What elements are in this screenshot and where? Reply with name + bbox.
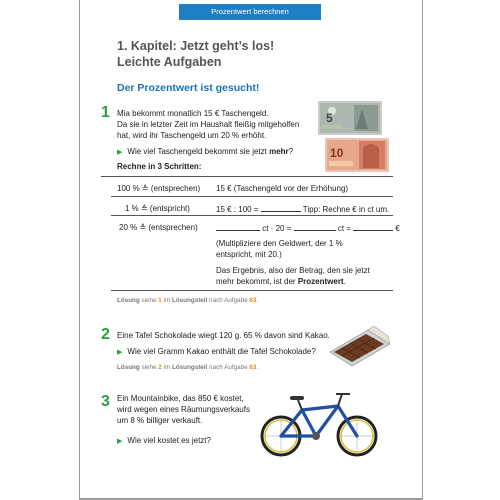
solution-ref-2 xyxy=(117,364,258,371)
sol-task: 63 xyxy=(249,364,257,371)
task1-question-end: ? xyxy=(288,147,294,156)
row3-text-c: € xyxy=(395,224,400,233)
table-rule-mid1 xyxy=(111,196,393,197)
row2-tip: Tipp: Rechne € in ct um. xyxy=(302,205,390,214)
answer-blank[interactable] xyxy=(216,222,260,231)
sol-end: . xyxy=(256,297,259,304)
task1-text-line: hat, wird ihr Taschengeld um 20 % erhöht. xyxy=(117,131,267,140)
row1-left: 100 % ≙ (entsprechen) xyxy=(117,184,201,193)
note2-line xyxy=(216,276,400,287)
table-rule-mid2 xyxy=(111,215,393,216)
task2-question xyxy=(117,346,316,358)
answer-blank[interactable] xyxy=(353,222,393,231)
header-tab: Prozentwert berechnen xyxy=(179,4,321,20)
chocolate-bar-image xyxy=(328,322,392,368)
task3-text-line: wird wegen eines Räumungsverkaufs xyxy=(117,405,250,414)
sol-num: 1 xyxy=(158,297,162,304)
table-rule-top xyxy=(101,176,393,177)
row3-left: 20 % ≙ (entsprechen) xyxy=(119,223,198,232)
sol-text: nach Aufgabe xyxy=(207,297,250,304)
sol-end: . xyxy=(256,364,259,371)
triangle-bullet-icon: ▶ xyxy=(117,149,123,156)
row3-right xyxy=(216,222,400,234)
task1-text xyxy=(117,108,317,141)
task3-text xyxy=(117,393,267,426)
five-euro-bill-image xyxy=(318,101,382,135)
task1-question xyxy=(117,146,293,158)
task-number-2: 2 xyxy=(101,326,110,343)
triangle-bullet-icon: ▶ xyxy=(117,349,123,356)
table-rule-bottom xyxy=(111,290,393,291)
row2-right xyxy=(216,203,389,215)
task2-question-text: Wie viel Gramm Kakao enthält die Tafel Schokolade? xyxy=(127,347,316,356)
task-number-1: 1 xyxy=(101,104,110,121)
note1-line: entspricht, mit 20.) xyxy=(216,250,282,259)
row1-right: 15 € (Taschengeld vor der Erhöhung) xyxy=(216,184,349,193)
bill-5-value: 5 xyxy=(326,111,333,125)
note2-line: Das Ergebnis, also der Betrag, den sie jetzt xyxy=(216,266,370,275)
task1-question-text: Wie viel Taschengeld bekommt sie jetzt xyxy=(127,147,270,156)
chapter-title-line1: 1. Kapitel: Jetzt geht’s los! xyxy=(117,39,275,53)
note2-end: . xyxy=(343,277,346,286)
sol-text: im xyxy=(161,297,172,304)
sol-text: siehe xyxy=(139,364,159,371)
sol-text: siehe xyxy=(139,297,159,304)
task2-text: Eine Tafel Schokolade wiegt 120 g. 65 % davon sind Kakao. xyxy=(117,331,330,340)
answer-blank[interactable] xyxy=(261,203,301,212)
section-title: Der Prozentwert ist gesucht! xyxy=(117,82,260,94)
note2-text: mehr bekommt, ist der xyxy=(216,277,298,286)
sol-task: 63 xyxy=(249,297,257,304)
row2-right-text: 15 € : 100 = xyxy=(216,205,259,214)
sol-part: Lösungsteil xyxy=(171,364,208,371)
sol-label: Lösung xyxy=(117,297,140,304)
note1 xyxy=(216,238,396,260)
task1-text-line: Da sie in letzter Zeit im Haushalt fleißig mitgeholfen xyxy=(117,120,300,129)
task3-text-line: Ein Mountainbike, das 850 € kostet, xyxy=(117,394,244,403)
sol-text: nach Aufgabe xyxy=(207,364,250,371)
chapter-title xyxy=(117,38,274,70)
row3-text-a: ct · 20 = xyxy=(262,224,292,233)
task1-question-bold: mehr xyxy=(269,147,289,156)
row3-text-b: ct = xyxy=(337,224,351,233)
sol-text: im xyxy=(161,364,172,371)
note2-bold: Prozentwert xyxy=(297,277,344,286)
sol-label: Lösung xyxy=(117,364,140,371)
row2-left: 1 % ≙ (entspricht) xyxy=(125,204,190,213)
task3-question-text: Wie viel kostet es jetzt? xyxy=(127,436,211,445)
chapter-title-line2: Leichte Aufgaben xyxy=(117,55,222,69)
ten-euro-bill-image xyxy=(325,138,389,172)
note1-line: (Multipliziere den Geldwert, der 1 % xyxy=(216,239,343,248)
mountainbike-image xyxy=(258,388,380,458)
calc-heading: Rechne in 3 Schritten: xyxy=(117,162,202,171)
task-number-3: 3 xyxy=(101,393,110,410)
sol-part: Lösungsteil xyxy=(171,297,208,304)
sol-num: 2 xyxy=(158,364,162,371)
task1-text-line: Mia bekommt monatlich 15 € Taschengeld. xyxy=(117,109,269,118)
task3-text-line: um 8 % billiger verkauft. xyxy=(117,416,203,425)
answer-blank[interactable] xyxy=(294,222,336,231)
bill-10-value: 10 xyxy=(330,146,344,160)
triangle-bullet-icon: ▶ xyxy=(117,438,123,445)
note2 xyxy=(216,265,400,287)
solution-ref-1 xyxy=(117,297,258,304)
task3-question xyxy=(117,435,211,447)
